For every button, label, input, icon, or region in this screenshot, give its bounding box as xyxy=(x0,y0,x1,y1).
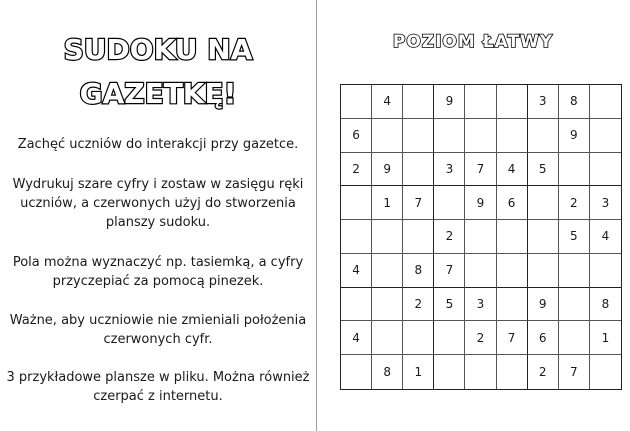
title-line-1: SUDOKU NA xyxy=(63,33,253,66)
sudoku-cell: 2 xyxy=(341,153,372,187)
sudoku-cell: 3 xyxy=(434,153,465,187)
sudoku-cell: 7 xyxy=(559,355,590,389)
sudoku-cell xyxy=(497,355,528,389)
column-divider xyxy=(316,0,317,431)
sudoku-cell: 2 xyxy=(528,355,559,389)
sudoku-cell xyxy=(528,254,559,288)
sudoku-grid xyxy=(340,84,622,390)
sudoku-cell: 2 xyxy=(559,186,590,220)
sudoku-cell: 8 xyxy=(559,85,590,119)
sudoku-cell xyxy=(403,321,434,355)
sudoku-cell xyxy=(590,355,621,389)
sudoku-cell: 5 xyxy=(559,220,590,254)
sudoku-cell: 5 xyxy=(434,288,465,322)
sudoku-cell: 4 xyxy=(590,220,621,254)
sudoku-cell xyxy=(434,355,465,389)
sudoku-cell: 7 xyxy=(465,153,496,187)
sudoku-cell xyxy=(559,153,590,187)
sudoku-cell xyxy=(341,186,372,220)
sudoku-cell: 3 xyxy=(590,186,621,220)
sudoku-cell xyxy=(528,119,559,153)
sudoku-cell xyxy=(341,85,372,119)
sudoku-cell: 3 xyxy=(465,288,496,322)
sudoku-cell xyxy=(465,254,496,288)
instruction-paragraph-5: 3 przykładowe plansze w pliku. Można również czerpać z internetu. xyxy=(6,370,310,404)
sudoku-cell: 8 xyxy=(403,254,434,288)
instruction-paragraph-4: Ważne, aby uczniowie nie zmieniali położenia czerwonych cyfr. xyxy=(9,313,307,347)
sudoku-cell: 2 xyxy=(403,288,434,322)
sudoku-cell: 9 xyxy=(559,119,590,153)
sudoku-cell xyxy=(497,85,528,119)
sudoku-cell xyxy=(372,220,403,254)
sudoku-cell: 7 xyxy=(403,186,434,220)
sudoku-cell: 1 xyxy=(403,355,434,389)
sudoku-cell xyxy=(559,321,590,355)
sudoku-cell: 4 xyxy=(372,85,403,119)
instruction-paragraph-2: Wydrukuj szare cyfry i zostaw w zasięgu ręki uczniów, a czerwonych użyj do stworzenia planszy sudoku. xyxy=(12,177,304,230)
sudoku-cell xyxy=(590,119,621,153)
sudoku-cell xyxy=(434,321,465,355)
sudoku-cell: 6 xyxy=(341,119,372,153)
sudoku-cell xyxy=(559,254,590,288)
sudoku-cell: 1 xyxy=(372,186,403,220)
sudoku-cell: 4 xyxy=(341,321,372,355)
sudoku-cell xyxy=(465,220,496,254)
sudoku-cell xyxy=(341,355,372,389)
sudoku-cell: 8 xyxy=(372,355,403,389)
sudoku-cell: 3 xyxy=(528,85,559,119)
sudoku-cell xyxy=(434,186,465,220)
sudoku-cell: 9 xyxy=(434,85,465,119)
sudoku-cell xyxy=(403,119,434,153)
sudoku-cell: 2 xyxy=(465,321,496,355)
sudoku-cell xyxy=(465,119,496,153)
sudoku-cell: 4 xyxy=(497,153,528,187)
sudoku-cell xyxy=(403,85,434,119)
sudoku-cell xyxy=(372,288,403,322)
sudoku-cell: 7 xyxy=(434,254,465,288)
sudoku-cell xyxy=(559,288,590,322)
sudoku-cell xyxy=(341,288,372,322)
sudoku-cell xyxy=(403,153,434,187)
sudoku-cell xyxy=(465,85,496,119)
instruction-paragraph-1: Zachęć uczniów do interakcji przy gazetce. xyxy=(17,137,299,152)
sudoku-cell xyxy=(590,153,621,187)
instruction-paragraph-3: Pola można wyznaczyć np. tasiemką, a cyfry przyczepiać za pomocą pinezek. xyxy=(12,255,304,289)
sudoku-cell: 9 xyxy=(372,153,403,187)
sudoku-cell: 9 xyxy=(465,186,496,220)
sudoku-cell xyxy=(528,220,559,254)
sudoku-cell xyxy=(372,119,403,153)
sudoku-cell xyxy=(434,119,465,153)
sudoku-cell xyxy=(497,254,528,288)
sudoku-cell: 4 xyxy=(341,254,372,288)
sudoku-cell xyxy=(528,186,559,220)
title-line-2: GAZETKĘ! xyxy=(79,77,237,110)
sudoku-cell: 8 xyxy=(590,288,621,322)
sudoku-cell xyxy=(372,254,403,288)
sudoku-cell: 5 xyxy=(528,153,559,187)
sudoku-cell xyxy=(590,85,621,119)
sudoku-cell: 6 xyxy=(497,186,528,220)
sudoku-cell xyxy=(497,288,528,322)
sudoku-cell xyxy=(497,220,528,254)
sudoku-cell: 9 xyxy=(528,288,559,322)
sudoku-cell xyxy=(590,254,621,288)
sudoku-cell: 6 xyxy=(528,321,559,355)
sudoku-cell xyxy=(465,355,496,389)
sudoku-cell: 7 xyxy=(497,321,528,355)
sudoku-cell: 2 xyxy=(434,220,465,254)
sudoku-cell xyxy=(341,220,372,254)
sudoku-cell: 1 xyxy=(590,321,621,355)
sudoku-cell xyxy=(497,119,528,153)
sudoku-cell xyxy=(372,321,403,355)
level-title: POZIOM ŁATWY xyxy=(392,32,554,52)
sudoku-cell xyxy=(403,220,434,254)
